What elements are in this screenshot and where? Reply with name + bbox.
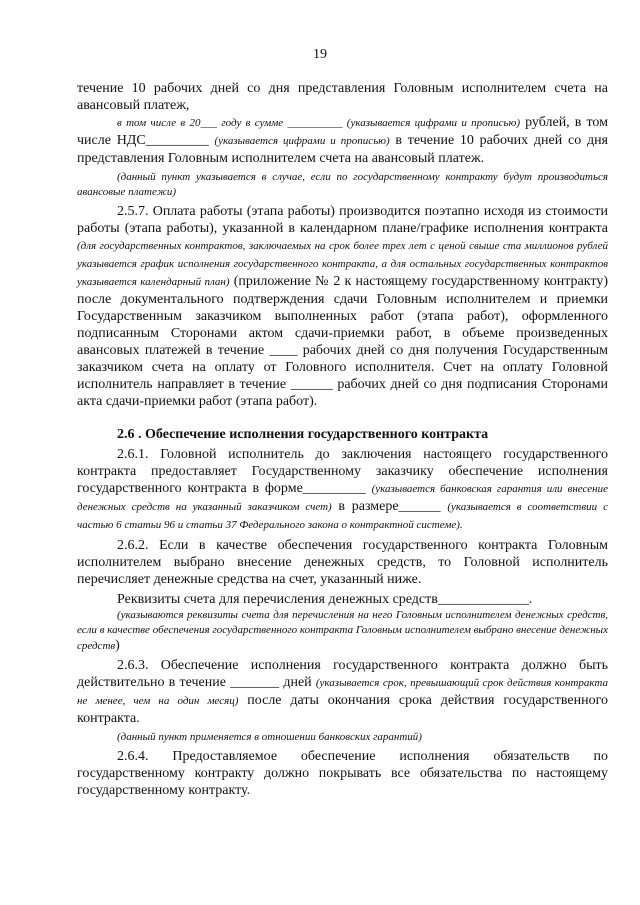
- note-account-details-text: (указываются реквизиты счета для перечисления на него Головным исполнителем денежных средств, если в качестве обеспечения государственного контракта Головным исполнителем выбрано внесение денежных средств: [77, 609, 608, 652]
- paragraph-2-6-3: [77, 657, 608, 727]
- paragraph-2-6-1: [77, 446, 608, 534]
- p261-note-2: (указывается в соответствии с частью 6 статьи 96 и статьи 37 Федерального закона о контрактной системе).: [77, 501, 608, 531]
- paragraph-advance-sum: [77, 114, 608, 167]
- note-bank-guarantee: (данный пункт применяется в отношении банковских гарантий): [117, 731, 422, 743]
- note-account-details-close: ): [115, 638, 120, 653]
- paragraph-2-6-4: 2.6.4. Предоставляемое обеспечение исполнения обязательств по государственному контракту должно покрывать все обязательства по настоящему государственному контракту.: [77, 749, 608, 798]
- advance-sum-text: рублей, в том числе НДС_________: [77, 115, 609, 148]
- p261-text-a: 2.6.1. Головной исполнитель до заключения настоящего государственного контракта предоставляет Государственному заказчику обеспечение исполнения государственного контракта в форме_________: [77, 447, 608, 496]
- p263-text-a: 2.6.3. Обеспечение исполнения государственного контракта должно быть действительно в течение _______ дней: [77, 658, 608, 690]
- p257-text-a: 2.5.7. Оплата работы (этапа работы) производится поэтапно исходя из стоимости работы (этапа работы), указанной в календарном плане/графике исполнения контракта: [77, 204, 608, 236]
- p263-text-b: после даты окончания срока действия государственного контракта.: [77, 693, 608, 726]
- p257-text-b: (приложение № 2 к настоящему государственному контракту) после документального подтверждения сдачи Головным исполнителем и приемки Государственным заказчиком выполненных работ (этапа работ), оформленного подписанным Сторонами актом сдачи-приемки работ, в объеме произведенных авансовых платежей в течение ____ рабочих дней со дня получения Государственным заказчиком счета на оплату от Головного исполнителя. Счет на оплату Головной исполнитель направляет в течение ______ рабочих дней со дня подписания Сторонами акта сдачи-приемки работ (этапа работ).: [77, 274, 608, 409]
- note-account-details: [77, 608, 608, 654]
- note-advance-payments: (данный пункт указывается в случае, если по государственному контракту будут производиться авансовые платежи): [77, 171, 608, 198]
- p261-text-b: в размере______: [331, 499, 448, 514]
- p261-note-1: (указывается банковская гарантия или внесение денежных средств на указанный заказчиком счет): [77, 483, 608, 513]
- paragraph-account-details: Реквизиты счета для перечисления денежных средств_____________.: [117, 592, 533, 607]
- paragraph-2-5-7: [77, 203, 608, 410]
- paragraph-advance-term: течение 10 рабочих дней со дня представления Головным исполнителем счета на авансовый платеж,: [77, 81, 608, 113]
- advance-sum-italic: в том числе в 20___ году в сумме __________ (указывается цифрами и прописью): [117, 117, 520, 129]
- paragraph-2-6-2: 2.6.2. Если в качестве обеспечения государственного контракта Головным исполнителем выбрано внесение денежных средств, то Головной исполнитель перечисляет денежные средства на счет, указанный ниже.: [77, 538, 608, 587]
- page-number: 19: [313, 47, 327, 62]
- section-heading-2-6: 2.6 . Обеспечение исполнения государственного контракта: [117, 427, 489, 442]
- advance-sum-text-2: в течение 10 рабочих дней со дня представления Головным исполнителем счета на авансовый платеж.: [77, 133, 609, 166]
- p257-note: (для государственных контрактов, заключаемых на срок более трех лет с ценой свыше ста миллионов рублей указывается график исполнения государственного контракта, а для остальных государственных контрактов указывается календарный план): [77, 240, 608, 288]
- document-body: [77, 80, 608, 799]
- advance-sum-italic-2: (указывается цифрами и прописью): [214, 135, 390, 147]
- p263-note: (указывается срок, превышающий срок действия контракта не менее, чем на один месяц): [77, 677, 609, 707]
